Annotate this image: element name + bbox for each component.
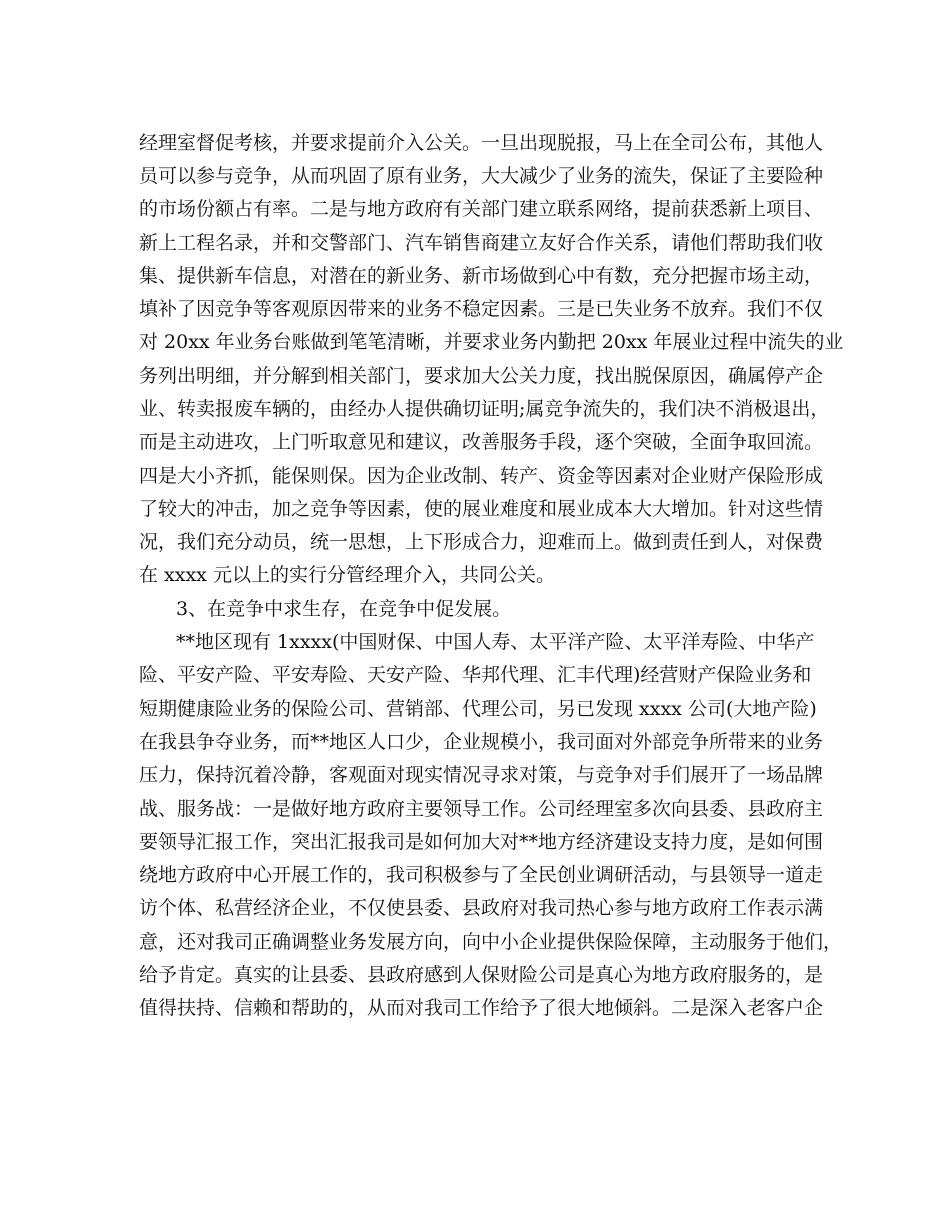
text-line: 而是主动进攻，上门听取意见和建议，改善服务手段，逐个突破，全面争取回流。 [139,431,824,453]
text-line: 填补了因竞争等客观原因带来的业务不稳定因素。三是已失业务不放弃。我们不仅 [139,298,824,320]
text-line: 在 xxxx 元以上的实行分管经理介入，共同公关。 [139,564,555,586]
text-line: 新上工程名录，并和交警部门、汽车销售商建立友好合作关系，请他们帮助我们收 [139,232,824,254]
text-line: 战、服务战：一是做好地方政府主要领导工作。公司经理室多次向县委、县政府主 [139,798,824,820]
text-line: 的市场份额占有率。二是与地方政府有关部门建立联系网络，提前获悉新上项目、 [139,198,824,220]
text-line: 意，还对我司正确调整业务发展方向，向中小企业提供保险保障，主动服务于他们， [139,931,843,953]
text-line: 值得扶持、信赖和帮助的，从而对我司工作给予了很大地倾斜。二是深入老客户企 [139,997,824,1019]
text-line: 况，我们充分动员，统一思想，上下形成合力，迎难而上。做到责任到人，对保费 [139,531,824,553]
text-line: 访个体、私营经济企业，不仅使县委、县政府对我司热心参与地方政府工作表示满 [139,897,824,919]
text-line: 四是大小齐抓，能保则保。因为企业改制、转产、资金等因素对企业财产保险形成 [139,465,824,487]
text-line: 经理室督促考核，并要求提前介入公关。一旦出现脱报，马上在全司公布，其他人 [139,132,824,154]
text-line: 给予肯定。真实的让县委、县政府感到人保财险公司是真心为地方政府服务的，是 [139,964,824,986]
text-line: 绕地方政府中心开展工作的，我司积极参与了全民创业调研活动，与县领导一道走 [139,864,824,886]
text-line: **地区现有 1xxxx(中国财保、中国人寿、太平洋产险、太平洋寿险、中华产 [176,631,815,653]
text-line: 了较大的冲击，加之竞争等因素，使的展业难度和展业成本大大增加。针对这些情 [139,498,824,520]
text-line: 在我县争夺业务，而**地区人口少，企业规模小，我司面对外部竞争所带来的业务 [139,731,824,753]
text-line: 业、转卖报废车辆的，由经办人提供确切证明;属竞争流失的，我们决不消极退出， [139,398,830,420]
text-line: 压力，保持沉着冷静，客观面对现实情况寻求对策，与竞争对手们展开了一场品牌 [139,764,824,786]
text-line: 要领导汇报工作，突出汇报我司是如何加大对**地方经济建设支持力度，是如何围 [139,831,824,853]
text-line: 短期健康险业务的保险公司、营销部、代理公司，另已发现 xxxx 公司(大地产险) [139,698,817,720]
text-line: 险、平安产险、平安寿险、天安产险、华邦代理、汇丰代理)经营财产保险业务和 [139,664,812,686]
text-line: 对 20xx 年业务台账做到笔笔清晰，并要求业务内勤把 20xx 年展业过程中流失的业 [139,331,844,353]
text-line: 务列出明细，并分解到相关部门，要求加大公关力度，找出脱保原因，确属停产企 [139,365,824,387]
text-line: 员可以参与竞争，从而巩固了原有业务，大大减少了业务的流失，保证了主要险种 [139,165,824,187]
section-heading: 3、在竞争中求生存，在竞争中促发展。 [176,598,512,620]
text-line: 集、提供新车信息，对潜在的新业务、新市场做到心中有数，充分把握市场主动， [139,265,824,287]
